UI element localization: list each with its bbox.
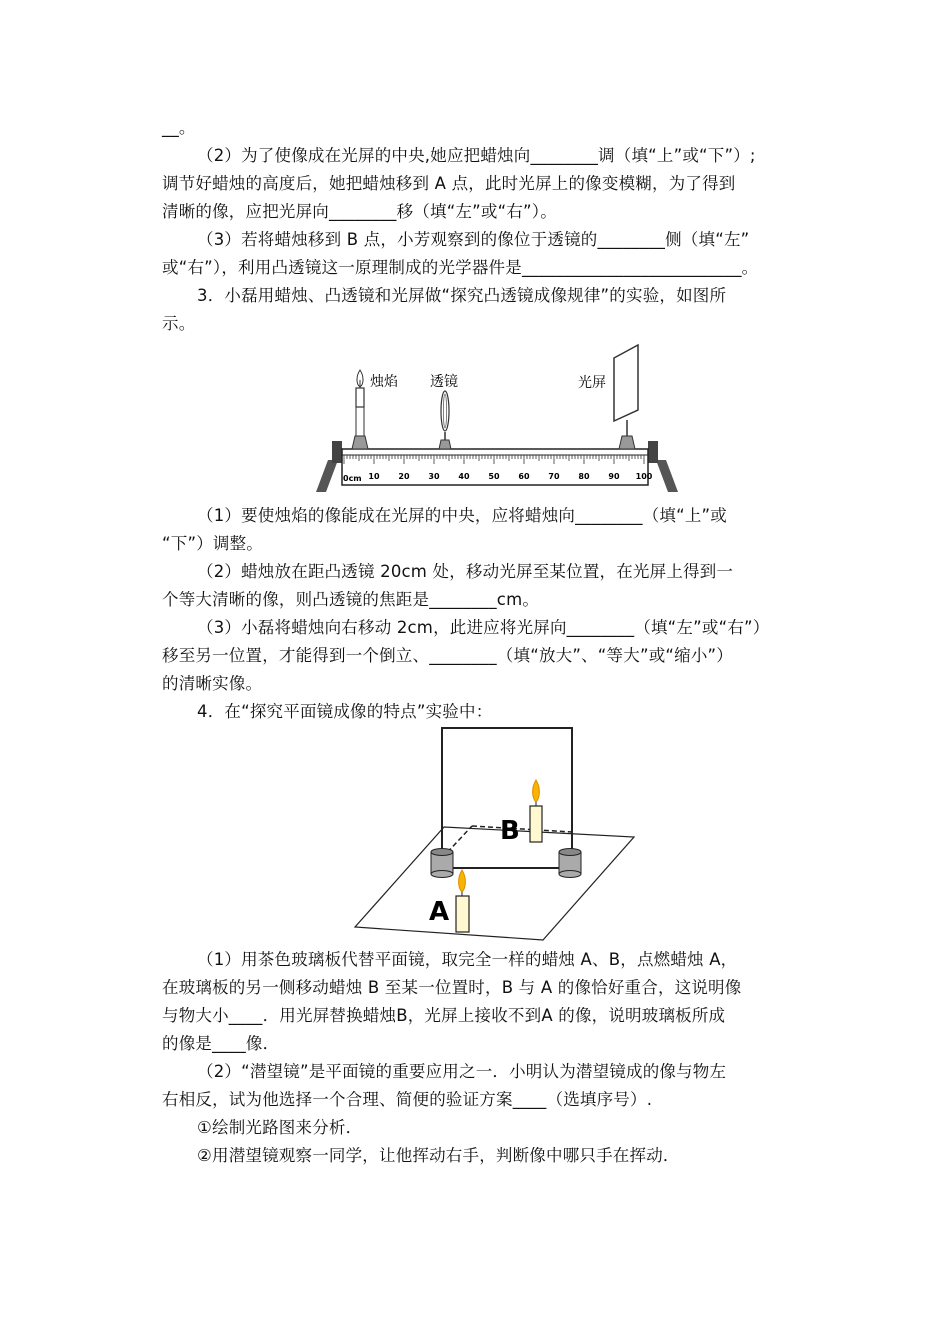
text-line: 调节好蜡烛的高度后，她把蜡烛移到 A 点，此时光屏上的像变模糊，为了得到: [162, 174, 736, 193]
candle-a-icon: [456, 896, 469, 932]
ruler-tick-label: 40: [458, 472, 470, 481]
ruler-tick-label: 100: [635, 472, 653, 481]
question-3-heading: 3．小磊用蜡烛、凸透镜和光屏做“探究凸透镜成像规律”的实验，如图所: [197, 286, 727, 305]
text-line: （1）用茶色玻璃板代替平面镜，取完全一样的蜡烛 A、B，点燃蜡烛 A，: [197, 950, 738, 969]
text-line: 示。: [162, 314, 196, 333]
lens-icon: [441, 391, 449, 431]
right-support-cylinder: [559, 849, 581, 878]
ruler-tick-label: 80: [578, 472, 590, 481]
text-line: 的像是____像．: [162, 1034, 280, 1053]
candle-icon: [356, 388, 364, 407]
text-line: （2）“潜望镜”是平面镜的重要应用之一．小明认为潜望镜成的像与物左: [197, 1062, 727, 1081]
text-line: 或“右”），利用凸透镜这一原理制成的光学器件是__________________________。: [162, 258, 759, 277]
option-1: ①绘制光路图来分析．: [197, 1118, 363, 1137]
ruler-tick-label: 60: [518, 472, 530, 481]
ruler-unit-label: 0cm: [343, 474, 362, 483]
plane-mirror-figure: [350, 722, 640, 944]
left-support-cylinder: [431, 849, 453, 878]
text-line: （1）要使烛焰的像能成在光屏的中央，应将蜡烛向________（填“上”或: [197, 506, 727, 525]
ruler-tick-label: 70: [548, 472, 560, 481]
option-2: ②用潜望镜观察一同学，让他挥动右手，判断像中哪只手在挥动．: [197, 1146, 680, 1165]
text-line: （2）蜡烛放在距凸透镜 20cm 处，移动光屏至某位置，在光屏上得到一: [197, 562, 734, 581]
text-line: （2）为了使像成在光屏的中央,她应把蜡烛向________调（填“上”或“下”）;: [197, 146, 756, 165]
text-line: （3）若将蜡烛移到 B 点，小芳观察到的像位于透镜的________侧（填“左”: [197, 230, 750, 249]
ruler-tick-label: 20: [398, 472, 410, 481]
ruler-tick-label: 50: [488, 472, 500, 481]
ruler-tick-label: 90: [608, 472, 620, 481]
screen-label: 光屏: [578, 375, 606, 391]
text-line: 在玻璃板的另一侧移动蜡烛 B 至某一位置时，B 与 A 的像恰好重合，这说明像: [162, 978, 742, 997]
question-4-heading: 4．在“探究平面镜成像的特点”实验中：: [197, 702, 493, 721]
text-line: 与物大小____．用光屏替换蜡烛B，光屏上接收不到A 的像，说明玻璃板所成: [162, 1006, 726, 1025]
text-line: 清晰的像，应把光屏向________移（填“左”或“右”）。: [162, 202, 557, 221]
text-line: 的清晰实像。: [162, 674, 263, 693]
text-line: 个等大清晰的像，则凸透镜的焦距是________cm。: [162, 590, 540, 609]
flame-b-icon: [533, 780, 540, 802]
text-line: 右相反，试为他选择一个合理、简便的验证方案____（选填序号）.: [162, 1090, 653, 1109]
lens-label: 透镜: [430, 374, 458, 390]
text-line: __。: [162, 118, 196, 137]
flame-label: 烛焰: [370, 374, 398, 390]
text-line: “下”）调整。: [162, 534, 263, 553]
text-line: （3）小磊将蜡烛向右移动 2cm，此进应将光屏向________（填“左”或“右”）: [197, 618, 770, 637]
optical-bench-figure: [312, 340, 682, 500]
text-line: 移至另一位置，才能得到一个倒立、________（填“放大”、“等大”或“缩小”）: [162, 646, 733, 665]
screen-icon: [614, 345, 638, 421]
candle-b-icon: [530, 806, 542, 842]
ruler-tick-label: 30: [428, 472, 440, 481]
candle-a-label: A: [429, 897, 450, 927]
ruler-tick-label: 10: [368, 472, 380, 481]
candle-b-label: B: [500, 816, 520, 846]
